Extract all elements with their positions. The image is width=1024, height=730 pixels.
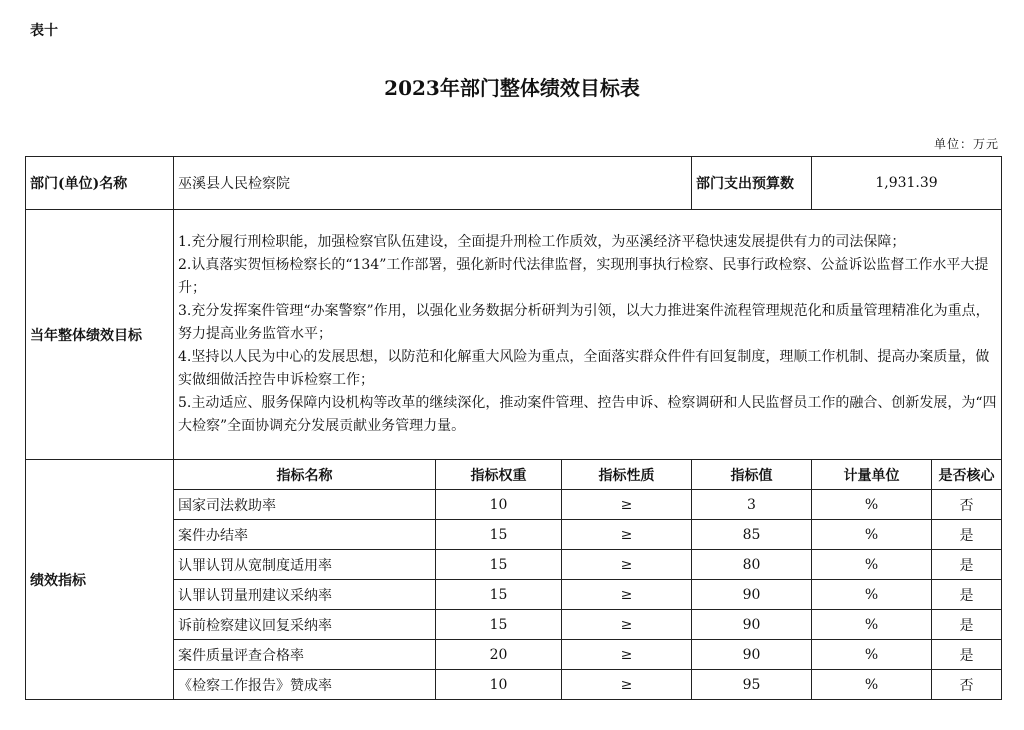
goals-row — [26, 210, 1002, 460]
indicator-core-cell: 是 — [932, 580, 1002, 610]
indicator-value-cell: 90 — [692, 580, 812, 610]
indicator-unit-cell: % — [812, 610, 932, 640]
header-indicator-name: 指标名称 — [174, 460, 436, 490]
page-title: 2023年部门整体绩效目标表 — [384, 76, 640, 100]
header-indicator-value: 指标值 — [692, 460, 812, 490]
indicator-name-cell: 国家司法救助率 — [174, 490, 436, 520]
goal-item: 5.主动适应、服务保障内设机构等改革的继续深化，推动案件管理、控告申诉、检察调研和人民监督员工作的融合、创新发展，为“四大检察”全面协调充分发展贡献业务管理力量。 — [178, 395, 997, 434]
goals-label-cell: 当年整体绩效目标 — [26, 210, 174, 460]
indicators-label-cell: 绩效指标 — [26, 460, 174, 700]
indicator-core-cell: 是 — [932, 520, 1002, 550]
dept-label-cell: 部门(单位)名称 — [26, 157, 174, 210]
indicator-value-cell: 90 — [692, 610, 812, 640]
indicator-nature-cell: ≥ — [562, 490, 692, 520]
header-indicator-nature: 指标性质 — [562, 460, 692, 490]
indicator-unit-cell: % — [812, 520, 932, 550]
budget-label-cell: 部门支出预算数 — [692, 157, 812, 210]
goal-item: 1.充分履行刑检职能，加强检察官队伍建设，全面提升刑检工作质效，为巫溪经济平稳快速发展提供有力的司法保障； — [178, 234, 906, 250]
unit-label: 单位：万元 — [933, 137, 999, 151]
indicator-weight-cell: 20 — [436, 640, 562, 670]
indicator-core-cell: 是 — [932, 550, 1002, 580]
goals-cell — [174, 210, 1002, 460]
header-indicator-core: 是否核心 — [932, 460, 1002, 490]
indicator-value-cell: 80 — [692, 550, 812, 580]
indicator-value-cell: 90 — [692, 640, 812, 670]
performance-table — [25, 156, 1002, 700]
indicator-nature-cell: ≥ — [562, 580, 692, 610]
department-row — [26, 157, 1002, 210]
indicator-header-row — [26, 460, 1002, 490]
header-indicator-weight: 指标权重 — [436, 460, 562, 490]
dept-name-cell: 巫溪县人民检察院 — [174, 157, 692, 210]
indicator-unit-cell: % — [812, 490, 932, 520]
indicator-weight-cell: 10 — [436, 490, 562, 520]
indicator-name-cell: 认罪认罚量刑建议采纳率 — [174, 580, 436, 610]
table-label: 表十 — [30, 23, 58, 39]
indicator-weight-cell: 15 — [436, 520, 562, 550]
indicator-name-cell: 诉前检察建议回复采纳率 — [174, 610, 436, 640]
indicator-nature-cell: ≥ — [562, 550, 692, 580]
indicator-unit-cell: % — [812, 550, 932, 580]
indicator-nature-cell: ≥ — [562, 670, 692, 700]
budget-value-cell: 1,931.39 — [812, 157, 1002, 210]
indicator-weight-cell: 15 — [436, 550, 562, 580]
indicator-name-cell: 认罪认罚从宽制度适用率 — [174, 550, 436, 580]
goal-item: 2.认真落实贺恒杨检察长的“134”工作部署，强化新时代法律监督，实现刑事执行检察、民事行政检察、公益诉讼监督工作水平大提升； — [178, 257, 989, 296]
goal-item: 4.坚持以人民为中心的发展思想，以防范和化解重大风险为重点，全面落实群众件件有回复制度，理顺工作机制、提高办案质量，做实做细做活控告申诉检察工作； — [178, 349, 990, 388]
goal-item: 3.充分发挥案件管理“办案警察”作用，以强化业务数据分析研判为引领，以大力推进案件流程管理规范化和质量管理精准化为重点，努力提高业务监管水平； — [178, 303, 990, 342]
indicator-unit-cell: % — [812, 640, 932, 670]
indicator-weight-cell: 15 — [436, 610, 562, 640]
indicator-value-cell: 95 — [692, 670, 812, 700]
indicator-core-cell: 是 — [932, 610, 1002, 640]
indicator-unit-cell: % — [812, 580, 932, 610]
indicator-nature-cell: ≥ — [562, 640, 692, 670]
indicator-core-cell: 是 — [932, 640, 1002, 670]
indicator-name-cell: 案件办结率 — [174, 520, 436, 550]
indicator-value-cell: 3 — [692, 490, 812, 520]
indicator-core-cell: 否 — [932, 670, 1002, 700]
indicator-weight-cell: 10 — [436, 670, 562, 700]
indicator-nature-cell: ≥ — [562, 520, 692, 550]
indicator-weight-cell: 15 — [436, 580, 562, 610]
indicator-unit-cell: % — [812, 670, 932, 700]
indicator-value-cell: 85 — [692, 520, 812, 550]
header-indicator-unit: 计量单位 — [812, 460, 932, 490]
indicator-name-cell: 《检察工作报告》赞成率 — [174, 670, 436, 700]
indicator-name-cell: 案件质量评查合格率 — [174, 640, 436, 670]
indicator-core-cell: 否 — [932, 490, 1002, 520]
indicator-nature-cell: ≥ — [562, 610, 692, 640]
